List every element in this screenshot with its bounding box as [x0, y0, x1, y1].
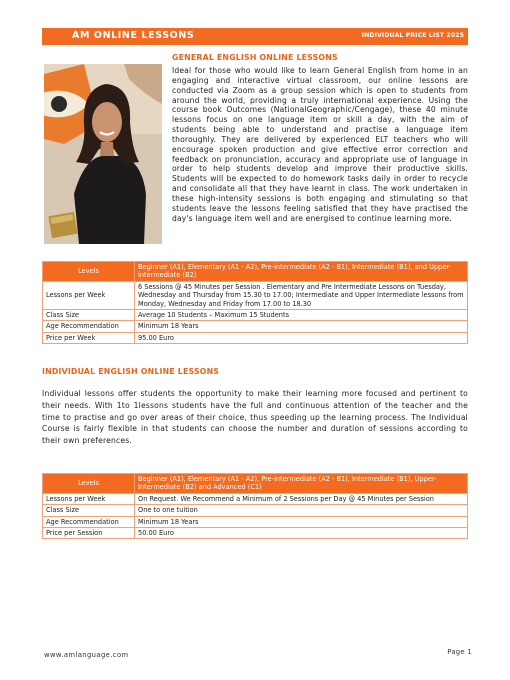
table-row-lessons — [43, 493, 468, 504]
age-label: Age Recommendation — [43, 321, 135, 332]
lessons-value: On Request. We Recommend a Minimum of 2 Sessions per Day @ 45 Minutes per Session — [135, 493, 468, 504]
price-value: 95.00 Euro — [135, 332, 468, 343]
header-bar — [42, 28, 468, 45]
page-number: Page 1 — [447, 648, 472, 656]
age-value: Minimum 18 Years — [135, 321, 468, 332]
table-row-levels — [43, 474, 468, 494]
class-size-label: Class Size — [43, 310, 135, 321]
group-lessons-description: Ideal for those who would like to learn General English from home in an engaging and interactive virtual classroom, our online lessons are conducted via Zoom as a group session which is open to students from around the world, providing a truly international experience. Using the course book Outcomes (NationalGeographic/Cengage), these 40 minute lessons focus on one language item or skill a day, with the aim of students being able to understand and practise a language item thoroughly. They are delivered by experienced ELT teachers who will encourage spoken production and give effective error correction and feedback on pronunciation, accuracy and appropriate use of language in order to help students develop and improve their productive skills. Students will be expected to do homework tasks daily in order to recycle and consolidate all that they have learnt in class. The work undertaken in these high-intensity sessions is both engaging and stimulating so that students leave the lessons feeling satisfied that they have practised the day's language item well and are energised to continue learning more. — [172, 66, 468, 223]
class-size-value: One to one tuition — [135, 505, 468, 516]
class-size-value: Average 10 Students – Maximum 15 Students — [135, 310, 468, 321]
table-row-age — [43, 321, 468, 332]
lessons-label: Lessons per Week — [43, 493, 135, 504]
document-title: AM ONLINE LESSONS — [72, 30, 195, 41]
price-value: 50.00 Euro — [135, 528, 468, 539]
website-link[interactable]: www.amlanguage.com — [44, 651, 129, 659]
age-label: Age Recommendation — [43, 516, 135, 527]
lessons-label: Lessons per Week — [43, 281, 135, 309]
individual-lessons-description: Individual lessons offer students the opportunity to make their learning more focused and pertinent to their needs. With 1to 1lessons students have the full and continuous attention of the teacher and the time to practise and go over areas of their choice, thus speeding up the learning process. The Individual Course is fairly flexible in that students can choose the number and duration of sessions according to their own preferences. — [42, 389, 468, 446]
table-row-class-size — [43, 310, 468, 321]
table-row-price — [43, 528, 468, 539]
table-row-levels — [43, 262, 468, 282]
portrait-photo — [44, 64, 162, 244]
levels-label: Levels — [43, 474, 135, 494]
price-list-label: INDIVIDUAL PRICE LIST 2025 — [361, 32, 464, 39]
levels-label: Levels — [43, 262, 135, 282]
age-value: Minimum 18 Years — [135, 516, 468, 527]
table-row-class-size — [43, 505, 468, 516]
price-label: Price per Week — [43, 332, 135, 343]
portrait-illustration — [44, 64, 162, 244]
levels-value: Beginner (A1), Elementary (A1 - A2), Pre-intermediate (A2 - B1), Intermediate (B1), Upper-Intermediate (B2) and Advanced (C1) — [135, 474, 468, 494]
individual-lessons-heading: INDIVIDUAL ENGLISH ONLINE LESSONS — [42, 367, 220, 376]
table-row-age — [43, 516, 468, 527]
group-lessons-heading: GENERAL ENGLISH ONLINE LESSONS — [172, 53, 338, 62]
table-row-lessons — [43, 281, 468, 309]
price-label: Price per Session — [43, 528, 135, 539]
group-lessons-table — [42, 261, 468, 344]
lessons-value: 6 Sessions @ 45 Minutes per Session . Elementary and Pre Intermediate Lessons on Tuesday, Wednesday and Thursday from 15.30 to 17.00; Intermediate and Upper Intermediate lessons from Monday, Wednesday and Friday from 17.00 to 18.30 — [135, 281, 468, 309]
table-row-price — [43, 332, 468, 343]
class-size-label: Class Size — [43, 505, 135, 516]
levels-value: Beginner (A1), Elementary (A1 - A2), Pre-intermediate (A2 - B1), Intermediate (B1), and Upper-intermediate (B2) — [135, 262, 468, 282]
individual-lessons-table — [42, 473, 468, 539]
